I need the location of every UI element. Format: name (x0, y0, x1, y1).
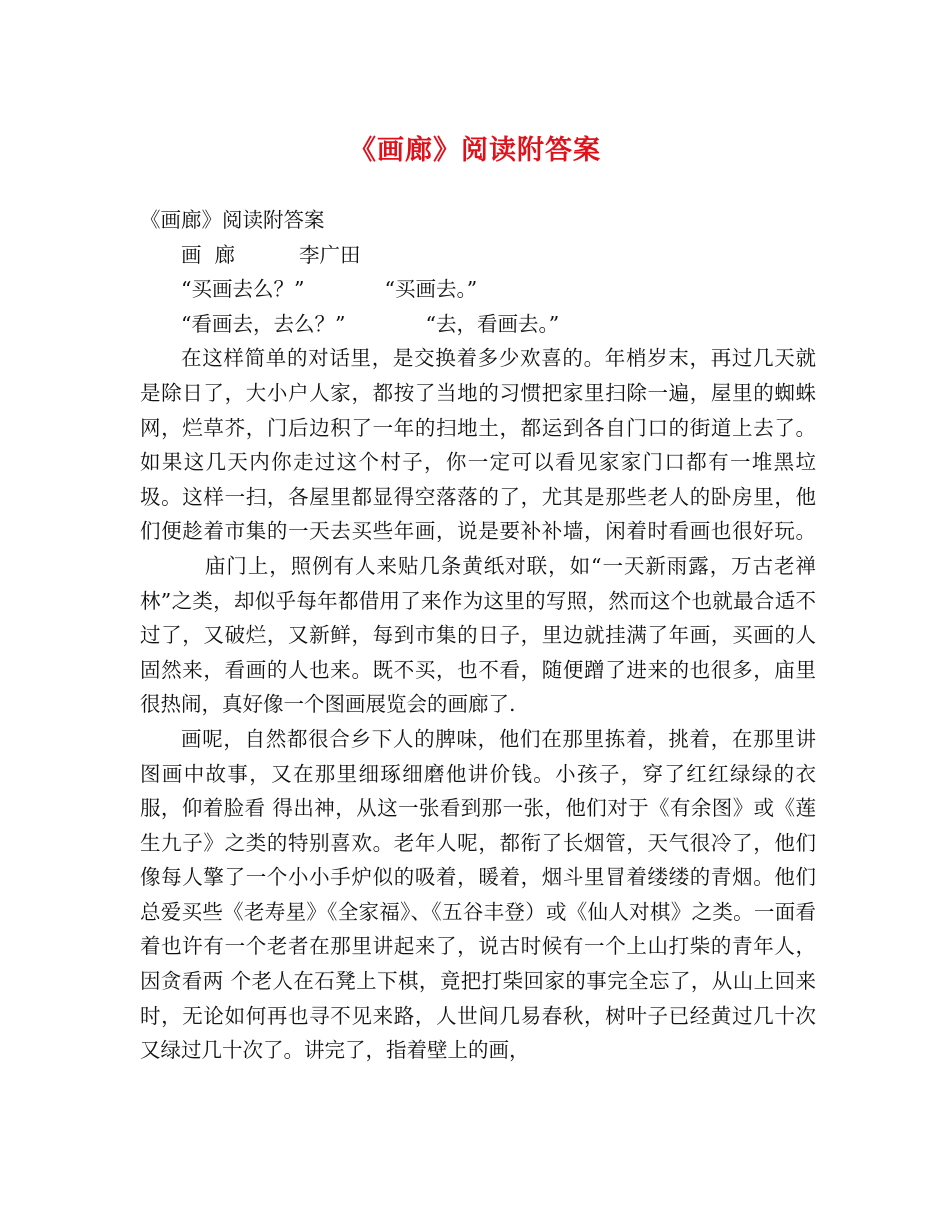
dialogue-line-1 (140, 272, 816, 307)
article-author: 李广田 (299, 242, 361, 267)
document-title: 《画廊》阅读附答案 (349, 135, 601, 166)
dialogue-question: “买画去么？” (181, 277, 305, 302)
document-body (140, 203, 816, 1068)
dialogue-answer: “去，看画去。” (425, 311, 560, 336)
subtitle-line: 《画廊》阅读附答案 (140, 208, 325, 232)
paragraph-text: 画呢，自然都很合乡下人的脾味，他们在那里拣着，挑着，在那里讲图画中故事，又在那里细琢细磨他讲价钱。小孩子，穿了红红绿绿的衣服，仰着脸看 (140, 726, 816, 821)
paragraph-text: 在这样简单的对话里，是交换着多少欢喜的。年梢岁末，再过几天就是除日了，大小户人家，都按了当地的习惯把家里扫除一遍，屋里的蜘蛛网，烂草芥，门后边积了一年的扫地土，都运到各自门口的街道上去了。如果这几天内你走过这个村子，你一定可以看见家家门口都有一堆黑垃圾。这样一扫，各屋里都显得空落落的了，尤其是那些老人的卧房里，他们便趁着市集的一天去买些年画，说是要补补墙，闲着时看画也很好玩。 (140, 346, 816, 544)
paragraph-text: 得出神，从这一张看到那一张，他们对于《有余图》或《莲生九子》之类的特别喜欢。老年人呢，都衔了长烟管，天气很冷了，他们像每人擎了一个小小手炉似的吸着，暖着，烟斗里冒着缕缕的青烟。他们总爱买些《老寿星》《全家福》、《五谷丰登）或《仙人对棋》之类。一面看着也许有一个老者在那里讲起来了，说古时候有一个上山打柴的青年人，因贪看两 (140, 796, 816, 994)
paragraph-1 (140, 341, 816, 722)
paragraph-text: 庙门上，照例有人来贴几条黄纸对联，如“一天新雨露，万古老禅林”之类，却似乎每年都借用了来作为这里的写照，然而这个也就最合适不过了，又破烂，又新鲜，每到市集的日子，里边就挂满了年画，买画的人固然来，看画的人也来。既不买，也不看，随便蹭了进来的也很多，庙里很热闹，真好像一个图画展览会的画廊了. (140, 553, 816, 717)
dialogue-answer: “买画去。” (384, 277, 478, 302)
paragraph-2 (140, 722, 816, 1068)
dialogue-question: “看画去，去么？” (181, 311, 346, 336)
article-title: 画 廊 (181, 242, 236, 267)
dialogue-line-2 (140, 307, 816, 342)
article-heading (140, 238, 816, 273)
paragraph-text: 个老人在石凳上下棋，竟把打柴回家的事完全忘了，从山上回来时，无论如何再也寻不见来路，人世间几易春秋，树叶子已经黄过几十次又绿过几十次了。讲完了，指着壁上的画， (140, 969, 816, 1063)
